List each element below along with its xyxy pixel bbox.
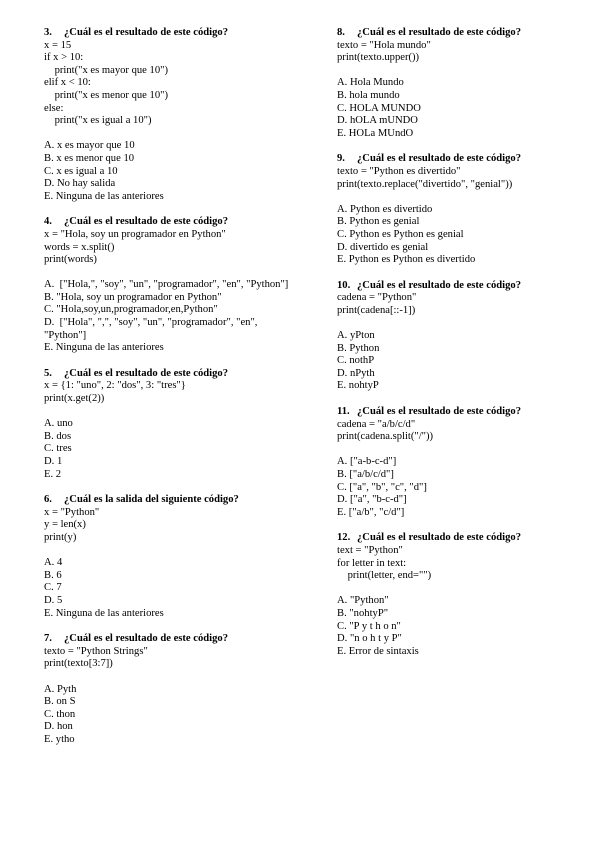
code-line: x = "Hola, soy un programador en Python" — [44, 228, 226, 240]
code-line: cadena = "a/b/c/d" — [337, 418, 416, 430]
answer-option: C. "Hola,soy,un,programador,en,Python" — [44, 304, 218, 316]
right-column — [337, 27, 577, 671]
answer-option: A. Pyth — [44, 683, 77, 695]
answer-option: E. 2 — [44, 468, 62, 480]
question-block — [337, 532, 577, 658]
question-block — [44, 27, 294, 203]
question-block — [44, 368, 294, 481]
question-number: 9. — [337, 153, 345, 165]
question-title — [337, 406, 577, 419]
code-line: else: — [44, 102, 64, 114]
code-line: texto = "Hola mundo" — [337, 39, 431, 51]
answer-options — [44, 140, 294, 203]
code-line: print("x es menor que 10") — [44, 89, 168, 101]
code-line: for letter in text: — [337, 557, 407, 569]
answer-option: D. nPyth — [337, 367, 375, 379]
code-line: print("x es mayor que 10") — [44, 64, 168, 76]
answer-option: E. Python es Python es divertido — [337, 254, 476, 266]
question-text: ¿Cuál es la salida del siguiente código? — [64, 494, 239, 506]
answer-options — [337, 204, 577, 267]
question-text: ¿Cuál es el resultado de este código? — [64, 633, 228, 645]
code-line: print(texto.replace("divertido", "genial")) — [337, 178, 513, 190]
question-block — [337, 406, 577, 519]
code-snippet — [44, 646, 294, 671]
code-snippet — [337, 545, 577, 583]
answer-option: B. "Hola, soy un programador en Python" — [44, 291, 222, 303]
answer-option: C. "P y t h o n" — [337, 620, 401, 632]
question-block — [44, 633, 294, 746]
code-line: x = "Python" — [44, 506, 100, 518]
question-title — [44, 494, 294, 507]
answer-option: C. nothP — [337, 355, 375, 367]
answer-option: C. 7 — [44, 582, 62, 594]
answer-option: B. Python es genial — [337, 216, 420, 228]
question-block — [337, 153, 577, 266]
question-text: ¿Cuál es el resultado de este código? — [64, 216, 228, 228]
code-line: elif x < 10: — [44, 77, 91, 89]
question-text: ¿Cuál es el resultado de este código? — [357, 27, 521, 38]
answer-options — [44, 684, 294, 747]
answer-option: B. ["a/b/c/d"] — [337, 469, 394, 480]
question-title — [337, 280, 577, 293]
answer-option: E. ytho — [44, 733, 75, 745]
answer-options — [44, 418, 294, 481]
code-line: print(words) — [44, 254, 97, 266]
answer-option: C. thon — [44, 708, 76, 720]
answer-option: A. 4 — [44, 557, 63, 569]
code-line: if x > 10: — [44, 52, 84, 64]
question-title — [337, 153, 577, 166]
answer-option: E. Ninguna de las anteriores — [44, 607, 164, 619]
answer-option: E. nohtyP — [337, 380, 379, 392]
question-text: ¿Cuál es el resultado de este código? — [64, 27, 228, 38]
answer-option: D. divertido es genial — [337, 241, 429, 253]
code-line: print(letter, end="") — [337, 570, 432, 582]
code-snippet — [337, 292, 577, 317]
question-block — [337, 27, 577, 140]
answer-option: B. 6 — [44, 569, 62, 581]
code-line: texto = "Python Strings" — [44, 645, 148, 657]
code-line: print(cadena.split("/")) — [337, 431, 434, 443]
answer-option: A. "Python" — [337, 595, 389, 607]
answer-option: A. uno — [44, 418, 73, 430]
code-line: cadena = "Python" — [337, 292, 417, 304]
code-snippet — [337, 419, 577, 444]
answer-option: B. on S — [44, 696, 76, 708]
question-title — [337, 532, 577, 545]
code-line: print(texto[3:7]) — [44, 658, 113, 670]
answer-option: C. Python es Python es genial — [337, 228, 464, 240]
answer-option: B. dos — [44, 430, 72, 442]
code-snippet — [337, 166, 577, 191]
question-title — [44, 633, 294, 646]
code-line: texto = "Python es divertido" — [337, 165, 461, 177]
answer-option: D. hon — [44, 721, 73, 733]
question-number: 11. — [337, 406, 350, 418]
code-snippet — [44, 229, 294, 267]
code-line: print(y) — [44, 531, 77, 543]
answer-option: E. Error de sintaxis — [337, 645, 419, 657]
question-number: 12. — [337, 532, 351, 544]
answer-option: D. 1 — [44, 456, 63, 467]
answer-option: C. ["a", "b", "c", "d"] — [337, 481, 427, 493]
question-number: 8. — [337, 27, 345, 38]
question-block — [337, 280, 577, 393]
answer-option: D. ["Hola", ",", "soy", "un", "programador", "en", "Python"] — [44, 317, 261, 341]
answer-option: E. HOLa MUndO — [337, 127, 414, 139]
answer-option: A. yPton — [337, 330, 375, 342]
left-column — [44, 27, 294, 759]
code-snippet — [44, 380, 294, 405]
question-title — [44, 368, 294, 381]
answer-option: B. Python — [337, 342, 380, 354]
code-snippet — [44, 40, 294, 128]
answer-option: A. ["Hola,", "soy", "un", "programador", "en", "Python"] — [44, 279, 289, 291]
answer-option: E. ["a/b", "c/d"] — [337, 506, 405, 518]
code-snippet — [44, 507, 294, 545]
answer-option: C. HOLA MUNDO — [337, 102, 421, 114]
code-line: x = {1: "uno", 2: "dos", 3: "tres"} — [44, 380, 186, 392]
answer-options — [337, 595, 577, 658]
question-text: ¿Cuál es el resultado de este código? — [357, 153, 521, 165]
question-title — [337, 27, 577, 40]
answer-options — [337, 456, 577, 519]
answer-options — [337, 330, 577, 393]
question-text: ¿Cuál es el resultado de este código? — [357, 532, 521, 544]
question-text: ¿Cuál es el resultado de este código? — [357, 406, 521, 418]
question-text: ¿Cuál es el resultado de este código? — [64, 367, 228, 379]
answer-option: A. x es mayor que 10 — [44, 140, 135, 152]
question-title — [44, 27, 294, 40]
code-line: x = 15 — [44, 39, 72, 51]
question-number: 7. — [44, 633, 52, 645]
answer-options — [337, 77, 577, 140]
answer-option: E. Ninguna de las anteriores — [44, 342, 164, 354]
answer-option: D. ["a", "b-c-d"] — [337, 494, 407, 506]
code-line: text = "Python" — [337, 544, 403, 556]
answer-option: B. "nohtyP" — [337, 607, 389, 619]
question-number: 3. — [44, 27, 52, 38]
question-title — [44, 216, 294, 229]
answer-option: A. ["a-b-c-d"] — [337, 456, 397, 468]
question-number: 4. — [44, 216, 52, 228]
answer-option: E. Ninguna de las anteriores — [44, 190, 164, 202]
answer-option: D. 5 — [44, 594, 63, 606]
code-line: y = len(x) — [44, 519, 86, 531]
code-line: print("x es igual a 10") — [44, 115, 152, 127]
answer-option: A. Python es divertido — [337, 203, 433, 215]
answer-options — [44, 557, 294, 620]
answer-option: C. x es igual a 10 — [44, 165, 118, 177]
answer-option: D. No hay salida — [44, 178, 116, 190]
answer-option: B. hola mundo — [337, 89, 400, 101]
code-line: print(texto.upper()) — [337, 52, 420, 64]
question-number: 5. — [44, 367, 52, 379]
question-text: ¿Cuál es el resultado de este código? — [357, 279, 521, 291]
code-line: print(cadena[::-1]) — [337, 304, 416, 316]
code-snippet — [337, 40, 577, 65]
answer-option: A. Hola Mundo — [337, 77, 404, 89]
answer-option: B. x es menor que 10 — [44, 152, 135, 164]
question-number: 10. — [337, 279, 351, 291]
answer-option: D. hOLA mUNDO — [337, 115, 418, 127]
question-number: 6. — [44, 494, 52, 506]
answer-option: C. tres — [44, 443, 72, 455]
question-block — [44, 216, 294, 355]
code-line: words = x.split() — [44, 241, 115, 253]
code-line: print(x.get(2)) — [44, 393, 105, 405]
answer-options — [44, 279, 294, 355]
question-block — [44, 494, 294, 620]
answer-option: D. "n o h t y P" — [337, 633, 402, 645]
